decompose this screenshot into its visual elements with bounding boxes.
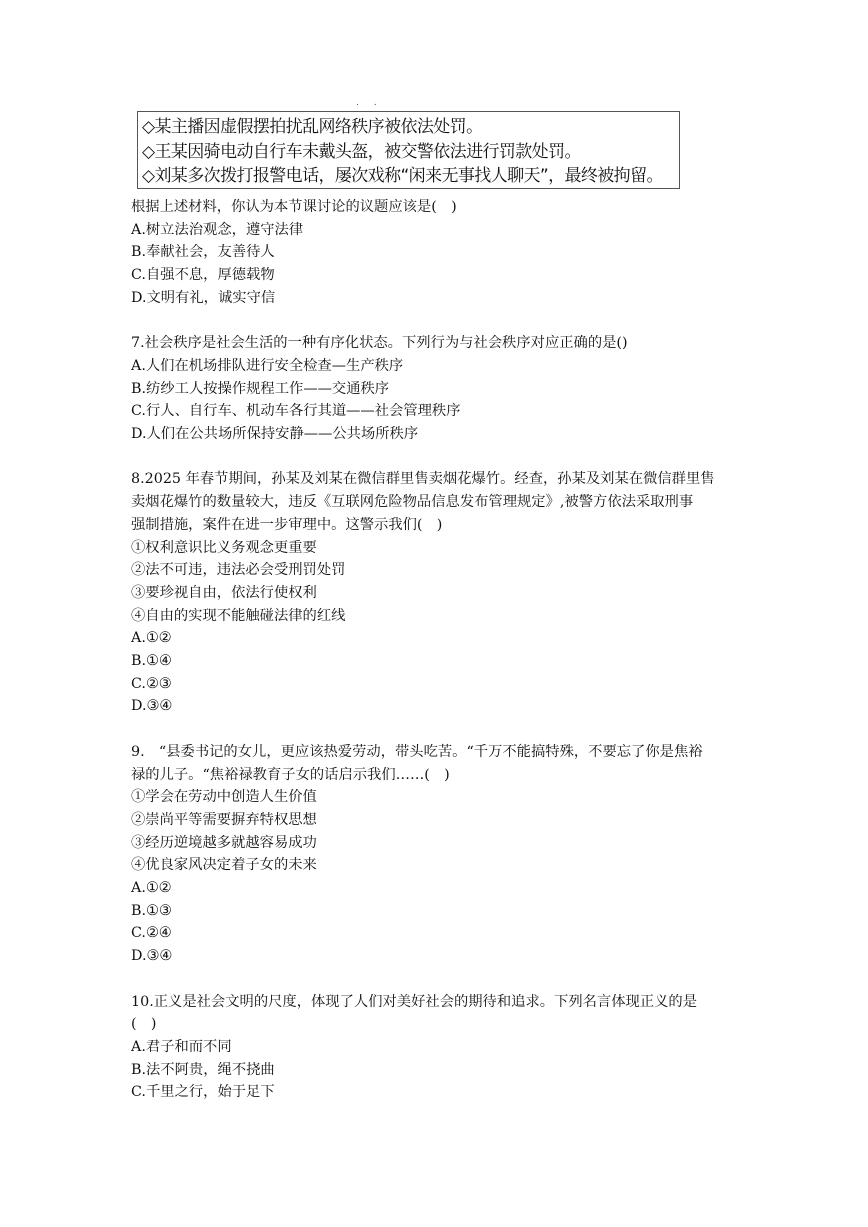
answer-option: B.奉献社会，友善待人	[131, 244, 275, 261]
answer-option: A.君子和而不同	[131, 1038, 232, 1055]
question-10	[131, 991, 751, 1105]
question-list	[131, 196, 751, 1104]
statement-item: ①权利意识比义务观念更重要	[131, 539, 317, 556]
statement-item: ②法不可违，违法必会受刑罚处罚	[131, 562, 346, 579]
question-stem: ( )	[131, 1016, 157, 1033]
answer-option: C.②④	[131, 925, 172, 942]
answer-option: D.人们在公共场所保持安静——公共场所秩序	[131, 426, 419, 443]
statement-item: ③经历逆境越多就越容易成功	[131, 834, 317, 851]
statement-item: ④自由的实现不能触碰法律的红线	[131, 607, 346, 624]
material-box	[137, 111, 680, 189]
question-stem: 7.社会秩序是社会生活的一种有序化状态。下列行为与社会秩序对应正确的是()	[131, 335, 628, 352]
material-line: ◇刘某多次拨打报警电话，屡次戏称“闲来无事找人聊天”，最终被拘留。	[142, 166, 663, 186]
answer-option: A.①②	[131, 880, 172, 897]
question-7	[131, 332, 751, 446]
question-stem: 卖烟花爆竹的数量较大，违反《互联网危险物品信息发布管理规定》,被警方依法采取刑事	[131, 494, 694, 511]
statement-item: ④优良家风决定着子女的未来	[131, 857, 317, 874]
question-8	[131, 468, 751, 718]
answer-option: B.①③	[131, 902, 172, 919]
answer-option: C.千里之行，始于足下	[131, 1084, 275, 1101]
question-stem: 10.正义是社会文明的尺度，体现了人们对美好社会的期待和追求。下列名言体现正义的是	[131, 993, 698, 1010]
answer-option: D.文明有礼，诚实守信	[131, 289, 276, 306]
question-stem: 9. “县委书记的女儿，更应该热爱劳动，带头吃苦。“千万不能搞特殊，不要忘了你是焦裕	[131, 743, 703, 760]
answer-option: C.行人、自行车、机动车各行其道——社会管理秩序	[131, 403, 461, 420]
header-marks: . .	[356, 98, 383, 108]
question-stem: 8.2025 年春节期间，孙某及刘某在微信群里售卖烟花爆竹。经查，孙某及刘某在微信群里售	[131, 471, 715, 488]
question-stem: 强制措施，案件在进一步审理中。这警示我们( )	[131, 516, 443, 533]
question-9	[131, 741, 751, 968]
statement-item: ③要珍视自由，依法行使权利	[131, 584, 317, 601]
question-stem: 禄的儿子。“焦裕禄教育子女的话启示我们……( )	[131, 766, 450, 783]
answer-option: A.树立法治观念，遵守法律	[131, 221, 304, 238]
answer-option: A.人们在机场排队进行安全检查—生产秩序	[131, 357, 404, 374]
answer-option: B.①④	[131, 653, 172, 670]
answer-option: C.②③	[131, 675, 172, 692]
material-line: ◇王某因骑电动自行车未戴头盔，被交警依法进行罚款处罚。	[142, 141, 581, 162]
question-6	[131, 196, 751, 310]
answer-option: A.①②	[131, 630, 172, 647]
statement-item: ①学会在劳动中创造人生价值	[131, 789, 317, 806]
answer-option: C.自强不息，厚德载物	[131, 267, 275, 284]
question-stem: 根据上述材料，你认为本节课讨论的议题应该是( )	[131, 199, 457, 215]
statement-item: ②崇尚平等需要摒弃特权思想	[131, 811, 317, 828]
material-line: ◇某主播因虚假摆拍扰乱网络秩序被依法处罚。	[142, 117, 483, 137]
answer-option: B.法不阿贵，绳不挠曲	[131, 1061, 275, 1078]
answer-option: B.纺纱工人按操作规程工作——交通秩序	[131, 380, 390, 397]
answer-option: D.③④	[131, 948, 173, 965]
answer-option: D.③④	[131, 698, 173, 715]
